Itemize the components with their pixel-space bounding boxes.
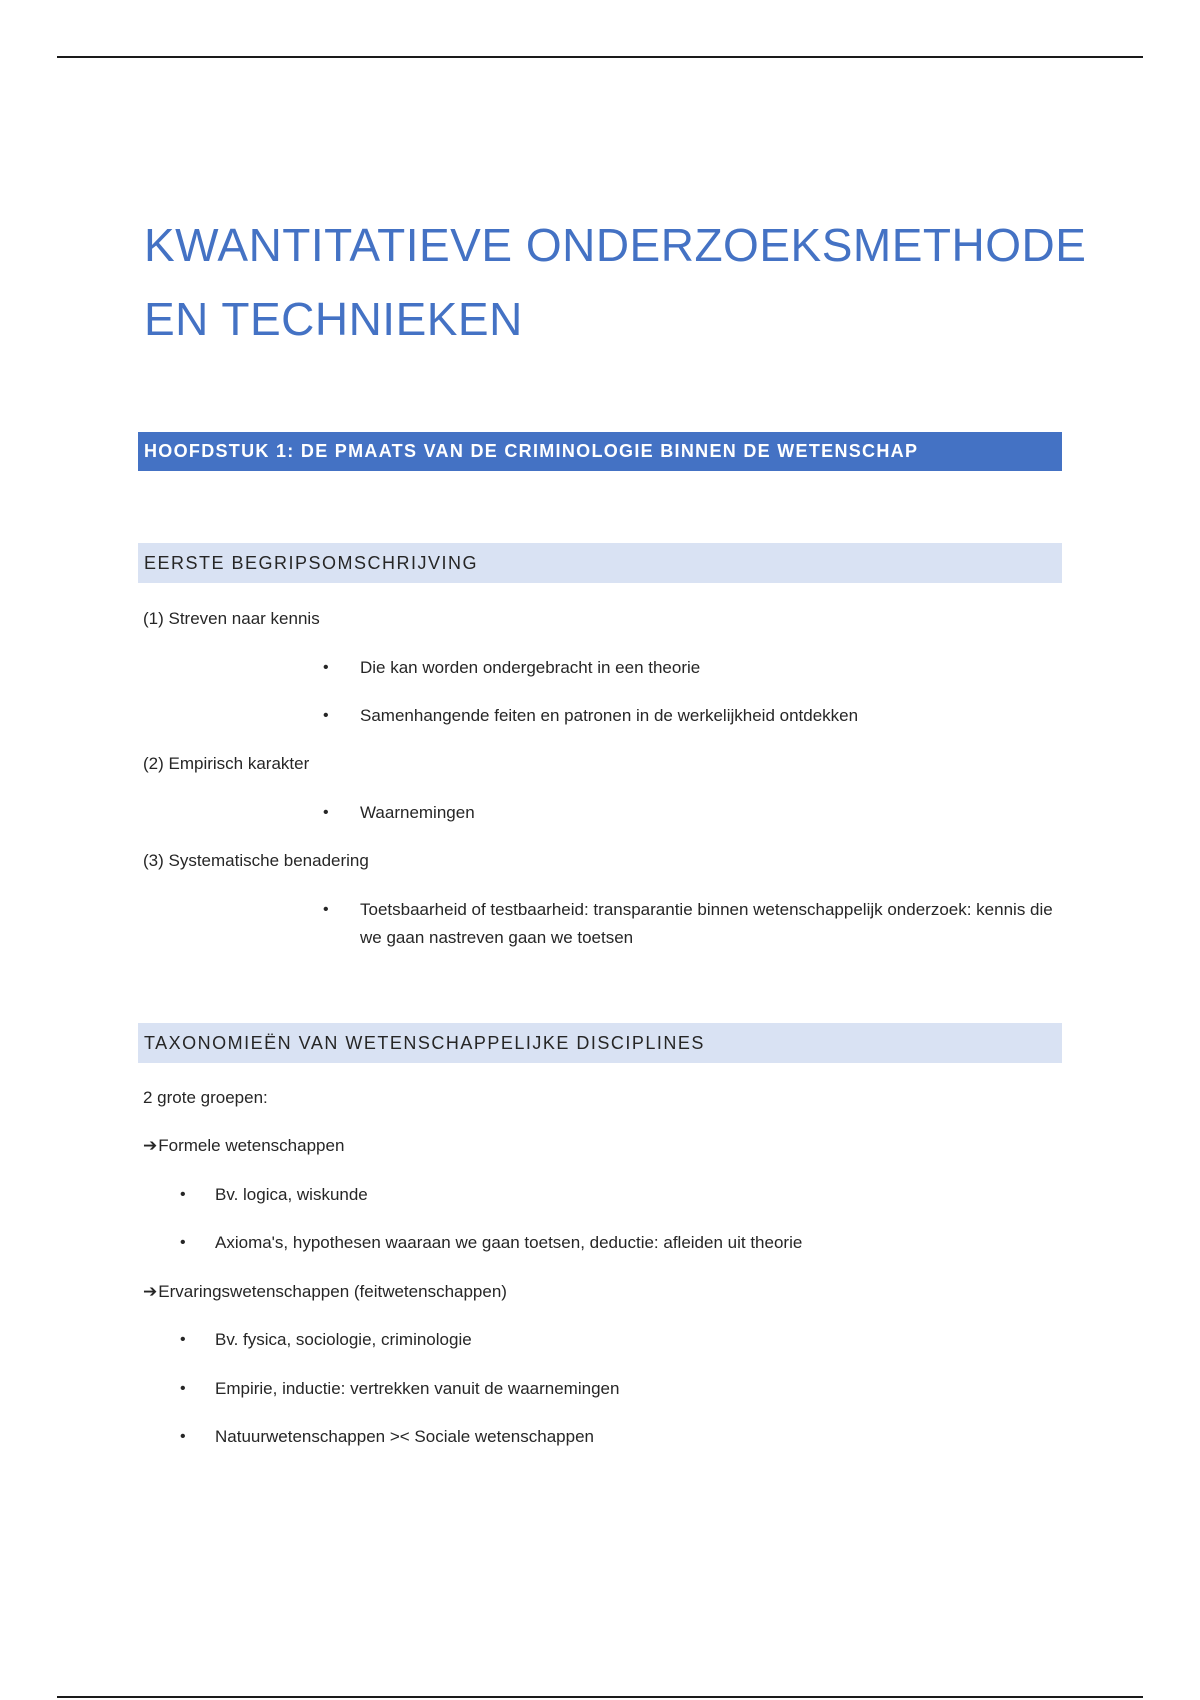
section-heading-bar	[138, 543, 1062, 583]
bullet-icon: •	[180, 1380, 186, 1397]
footer-rule	[57, 1696, 1143, 1698]
chapter-heading: HOOFDSTUK 1: DE PMAATS VAN DE CRIMINOLOGIE BINNEN DE WETENSCHAP	[144, 441, 919, 461]
bullet-icon: •	[323, 707, 329, 724]
section-heading-begripsomschrijving: EERSTE BEGRIPSOMSCHRIJVING	[144, 553, 479, 573]
bullet-icon: •	[323, 901, 329, 918]
group-label	[143, 1135, 344, 1157]
chapter-heading-bar	[138, 432, 1062, 471]
list-label: (2) Empirisch karakter	[143, 754, 310, 773]
bullet-icon: •	[323, 804, 329, 821]
group-label	[143, 1281, 507, 1303]
list-item: Axioma's, hypothesen waaraan we gaan toetsen, deductie: afleiden uit theorie	[215, 1233, 803, 1252]
list-item: Samenhangende feiten en patronen in de werkelijkheid ontdekken	[360, 706, 859, 725]
bullet-icon: •	[180, 1428, 186, 1445]
title-line-2: EN TECHNIEKEN	[144, 293, 523, 345]
arrow-right-icon: ➔	[143, 1282, 158, 1301]
list-item: Toetsbaarheid of testbaarheid: transparantie binnen wetenschappelijk onderzoek: kennis die we gaan nastreven gaan we toetsen	[360, 900, 1053, 947]
section-intro: 2 grote groepen:	[143, 1088, 268, 1107]
list-label: (1) Streven naar kennis	[143, 609, 320, 628]
list-item: Natuurwetenschappen >< Sociale wetenschappen	[215, 1427, 594, 1446]
group-label-text: Ervaringswetenschappen (feitwetenschappen)	[158, 1282, 507, 1301]
section-heading-taxonomieen: TAXONOMIEËN VAN WETENSCHAPPELIJKE DISCIPLINES	[144, 1033, 705, 1053]
title-line-1: KWANTITATIEVE ONDERZOEKSMETHODE	[144, 219, 1087, 271]
bullet-icon: •	[323, 659, 329, 676]
list-item: Bv. fysica, sociologie, criminologie	[215, 1330, 472, 1349]
section-heading-bar	[138, 1023, 1062, 1063]
bullet-icon: •	[180, 1186, 186, 1203]
bullet-icon: •	[180, 1234, 186, 1251]
list-label: (3) Systematische benadering	[143, 851, 369, 870]
header-rule	[57, 56, 1143, 58]
list-item: Bv. logica, wiskunde	[215, 1185, 368, 1204]
group-label-text: Formele wetenschappen	[158, 1136, 345, 1155]
arrow-right-icon: ➔	[143, 1136, 158, 1155]
document-title	[144, 208, 1104, 356]
list-item: Empirie, inductie: vertrekken vanuit de waarnemingen	[215, 1379, 620, 1398]
bullet-icon: •	[180, 1331, 186, 1348]
list-item: Die kan worden ondergebracht in een theorie	[360, 658, 701, 677]
list-item: Waarnemingen	[360, 803, 475, 822]
